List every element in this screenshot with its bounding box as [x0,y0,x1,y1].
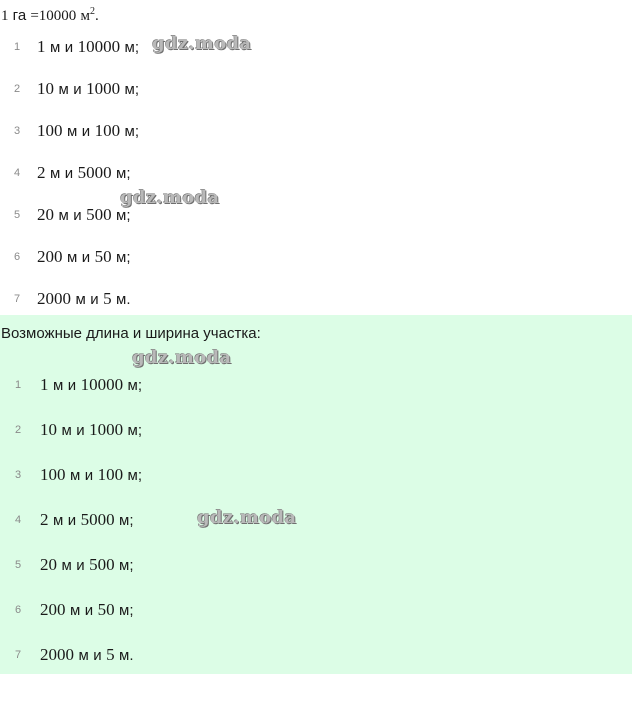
length-value: 20 [40,555,57,574]
width-value: 500 [86,205,112,224]
answer-heading: Возможные длина и ширина участка: [1,325,261,342]
item-text [40,375,142,396]
item-number: 7 [14,293,21,305]
length-value: 20 [37,205,54,224]
item-punctuation: . [126,291,131,308]
width-value: 10000 [77,37,121,56]
unit-label: м [58,81,69,98]
unit-label: м [124,123,135,140]
conjunction-label: и [93,647,102,664]
item-punctuation: ; [126,165,131,182]
width-value: 1000 [89,420,124,439]
item-punctuation: ; [129,512,134,529]
conjunction-label: и [73,81,82,98]
item-punctuation: ; [137,377,142,394]
item-text [37,247,131,268]
item-text [37,121,139,142]
unit-label: м [49,39,61,56]
unit-label: м [127,377,138,394]
problem-block [0,0,632,315]
item-text [40,645,134,666]
item-number: 4 [14,167,21,179]
formula-meter: м [80,8,90,24]
unit-label: м [127,422,138,439]
formula-lead: 1 [1,8,9,24]
item-punctuation: ; [134,123,139,140]
item-punctuation: ; [129,602,134,619]
unit-label: м [58,207,69,224]
formula-period: . [94,8,99,24]
unit-label: м [119,512,130,529]
conjunction-label: и [81,123,91,140]
width-value: 10000 [80,375,124,394]
conjunction-label: и [64,39,74,56]
unit-label: м [116,291,127,308]
unit-label: м [52,377,64,394]
formula-equals: =10000 [30,8,77,24]
length-value: 200 [40,600,66,619]
item-number: 7 [15,649,22,661]
unit-label: м [52,512,64,529]
item-number: 4 [15,514,22,526]
unit-label: м [49,165,61,182]
item-number: 2 [14,83,21,95]
hectare-formula [1,6,99,26]
item-punctuation: ; [137,467,142,484]
length-value: 2000 [40,645,74,664]
watermark-text: gdz.moda [120,187,220,208]
unit-label: м [119,557,130,574]
item-number: 3 [14,125,21,137]
item-number: 5 [15,559,22,571]
unit-label: м [66,249,78,266]
length-value: 1 [37,37,46,56]
item-text [40,600,134,621]
unit-label: м [116,249,127,266]
conjunction-label: и [90,291,99,308]
item-text [37,37,139,58]
item-text [40,465,142,486]
formula-exponent: 2 [89,6,95,17]
width-value: 500 [89,555,115,574]
item-punctuation: ; [134,39,139,56]
item-punctuation: . [129,647,134,664]
conjunction-label: и [64,165,74,182]
unit-label: м [69,467,81,484]
unit-label: м [69,602,81,619]
item-text [37,205,131,226]
item-text [37,289,131,310]
unit-label: м [119,647,130,664]
length-value: 2 [37,163,46,182]
length-value: 2 [40,510,49,529]
conjunction-label: и [67,512,77,529]
width-value: 50 [94,247,112,266]
item-number: 3 [15,469,22,481]
item-number: 2 [15,424,22,436]
item-text [40,510,134,531]
unit-label: м [119,602,130,619]
width-value: 5 [106,645,115,664]
width-value: 1000 [86,79,121,98]
unit-label: м [66,123,78,140]
conjunction-label: и [73,207,82,224]
conjunction-label: и [67,377,77,394]
item-punctuation: ; [129,557,134,574]
conjunction-label: и [76,422,85,439]
unit-label: м [61,557,72,574]
unit-label: м [127,467,138,484]
item-text [40,555,134,576]
watermark-text: gdz.moda [132,347,232,368]
unit-label: м [75,291,86,308]
item-text [40,420,142,441]
width-value: 5000 [80,510,115,529]
item-text [37,79,139,100]
item-number: 5 [14,209,21,221]
watermark-text: gdz.moda [197,507,297,528]
conjunction-label: и [76,557,85,574]
width-value: 50 [97,600,115,619]
item-punctuation: ; [126,207,131,224]
unit-label: м [116,165,127,182]
item-punctuation: ; [134,81,139,98]
item-number: 6 [14,251,21,263]
width-value: 100 [97,465,124,484]
item-number: 1 [14,41,21,53]
item-number: 1 [15,379,22,391]
item-punctuation: ; [126,249,131,266]
length-value: 10 [37,79,54,98]
unit-label: м [78,647,89,664]
item-number: 6 [15,604,22,616]
length-value: 100 [37,121,63,140]
unit-label: м [124,81,135,98]
item-text [37,163,131,184]
length-value: 100 [40,465,66,484]
unit-label: м [116,207,127,224]
length-value: 10 [40,420,57,439]
width-value: 5 [103,289,112,308]
length-value: 200 [37,247,63,266]
conjunction-label: и [84,467,94,484]
width-value: 100 [94,121,121,140]
formula-unit: га [12,7,27,24]
unit-label: м [61,422,72,439]
watermark-text: gdz.moda [152,33,252,54]
conjunction-label: и [81,249,91,266]
length-value: 2000 [37,289,71,308]
unit-label: м [124,39,135,56]
width-value: 5000 [77,163,112,182]
length-value: 1 [40,375,49,394]
item-punctuation: ; [137,422,142,439]
answer-block [0,315,632,674]
conjunction-label: и [84,602,94,619]
